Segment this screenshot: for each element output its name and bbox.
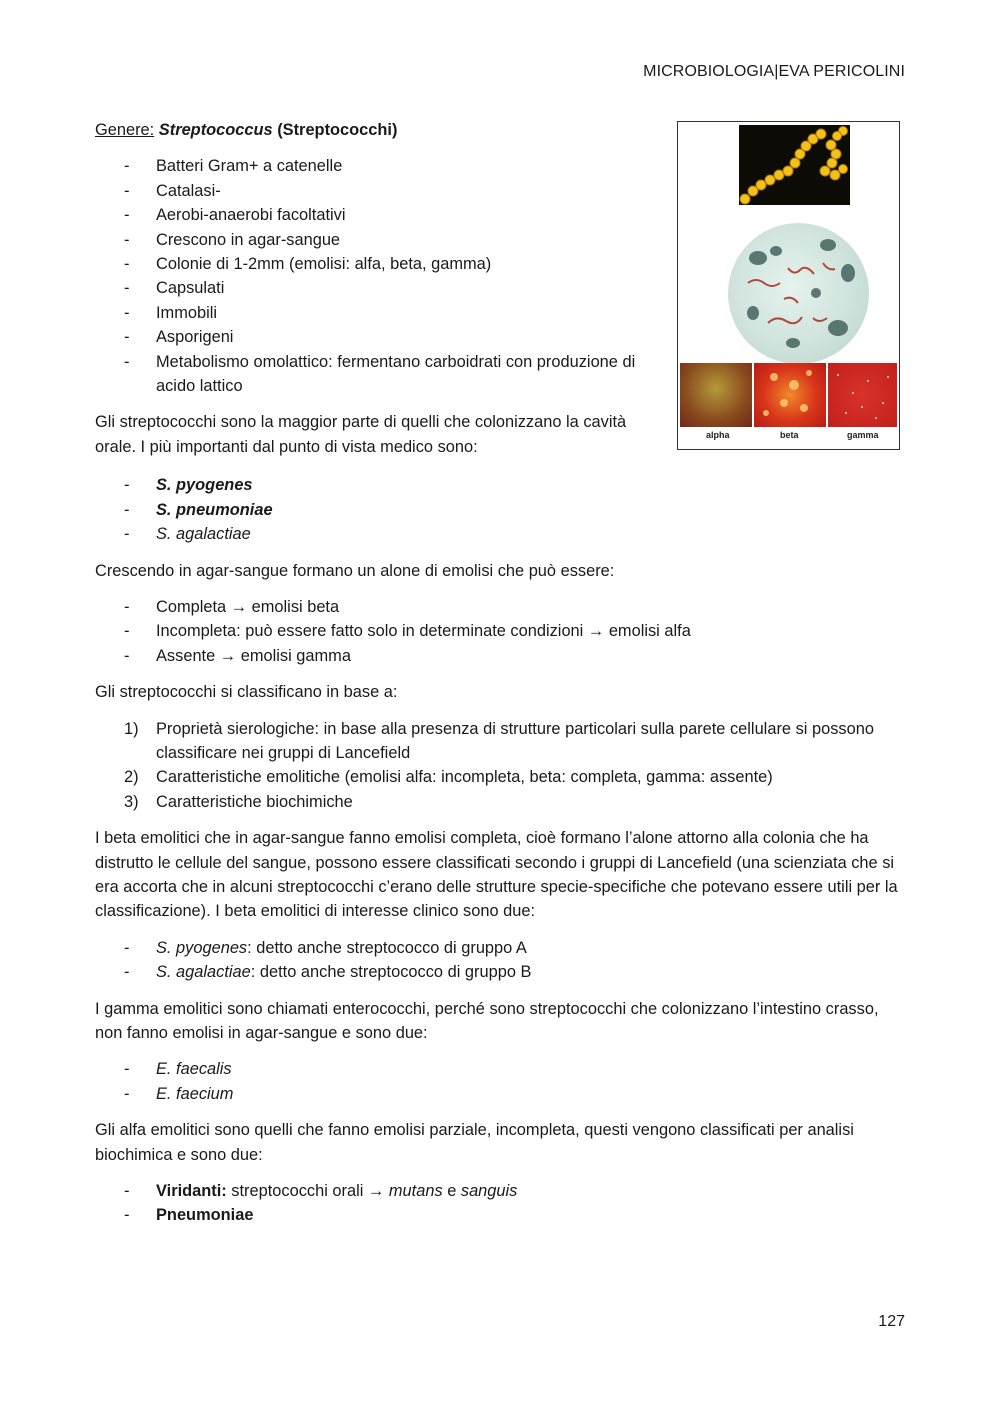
- hemolysis-intro: Crescendo in agar-sangue formano un alone di emolisi che può essere:: [95, 561, 615, 580]
- arrow-icon: →: [219, 646, 237, 665]
- list-item: - Aerobi-anaerobi facoltativi: [124, 206, 346, 225]
- running-header: MICROBIOLOGIA|EVA PERICOLINI: [643, 63, 905, 80]
- traits-list: [95, 154, 655, 398]
- list-item: 2) Caratteristiche emolitiche (emolisi alfa: incompleta, beta: completa, gamma: assente): [124, 768, 773, 787]
- arrow-icon: →: [587, 622, 605, 641]
- beta-label: beta: [780, 430, 799, 440]
- list-item: - Assente → emolisi gamma: [124, 646, 351, 665]
- list-item: - S. pyogenes: detto anche streptococco di gruppo A: [124, 938, 527, 957]
- list-item: 3) Caratteristiche biochimiche: [124, 792, 353, 811]
- list-item: - Capsulati: [124, 279, 225, 298]
- list-item: - Asporigeni: [124, 328, 234, 347]
- list-item: - Metabolismo omolattico: fermentano carboidrati con produzione di acido lattico: [124, 352, 636, 396]
- page-number: 127: [878, 1313, 905, 1330]
- beta-species-list: [95, 936, 905, 985]
- list-item: - Batteri Gram+ a catenelle: [124, 157, 343, 176]
- important-species-list: [95, 473, 905, 546]
- list-item: - S. agalactiae: detto anche streptococco di gruppo B: [124, 963, 532, 982]
- list-item: - E. faecium: [124, 1084, 234, 1103]
- list-item: - S. pyogenes: [124, 476, 253, 495]
- arrow-icon: →: [230, 597, 248, 616]
- gamma-species-list: [95, 1057, 905, 1106]
- list-item: 1) Proprietà sierologiche: in base alla presenza di strutture particolari sulla parete cellulare si possono classificare nei gruppi di Lancefield: [124, 719, 874, 762]
- arrow-icon: →: [367, 1182, 385, 1201]
- list-item: - Crescono in agar-sangue: [124, 230, 341, 249]
- list-item: - S. pneumoniae: [124, 500, 273, 519]
- alpha-label: alpha: [706, 430, 730, 440]
- intro-paragraph: Gli streptococchi sono la maggior parte di quelli che colonizzano la cavità orale. I più importanti dal punto di vista medico sono:: [95, 413, 627, 456]
- classification-list: [95, 717, 905, 815]
- hemolysis-list: [95, 595, 905, 668]
- list-item: - Catalasi-: [124, 181, 221, 200]
- genus-heading: Genere: Streptococcus (Streptococchi): [95, 121, 398, 139]
- list-item: - Completa → emolisi beta: [124, 597, 340, 616]
- list-item: - Incompleta: può essere fatto solo in determinate condizioni → emolisi alfa: [124, 622, 691, 641]
- alpha-species-list: [95, 1179, 905, 1228]
- list-item: - E. faecalis: [124, 1060, 232, 1079]
- list-item: - Pneumoniae: [124, 1206, 254, 1225]
- list-item: - Immobili: [124, 303, 218, 322]
- list-item: - S. agalactiae: [124, 525, 251, 544]
- gamma-paragraph: I gamma emolitici sono chiamati enterococchi, perché sono streptococchi che colonizzano l’intestino crasso, non fanno emolisi in agar-sangue e sono due:: [95, 999, 879, 1042]
- beta-paragraph: I beta emolitici che in agar-sangue fanno emolisi completa, cioè formano l’alone attorno alla colonia che ha distrutto le cellule del sangue, possono essere classificati secondo i gruppi di Lancefield (una scienziata che si era accorta che in alcuni streptococchi c’erano delle strutture specie-specifiche che potevano essere utili per la classificazione). I beta emolitici di interesse clinico sono due:: [95, 829, 898, 921]
- list-item: - Viridanti: streptococchi orali → mutans e sanguis: [124, 1182, 518, 1201]
- page-body: [95, 118, 905, 1228]
- gamma-label: gamma: [847, 430, 879, 440]
- classification-intro: Gli streptococchi si classificano in base a:: [95, 683, 398, 702]
- list-item: - Colonie di 1-2mm (emolisi: alfa, beta, gamma): [124, 255, 492, 274]
- alpha-paragraph: Gli alfa emolitici sono quelli che fanno emolisi parziale, incompleta, questi vengono classificati per analisi biochimica e sono due:: [95, 1121, 854, 1164]
